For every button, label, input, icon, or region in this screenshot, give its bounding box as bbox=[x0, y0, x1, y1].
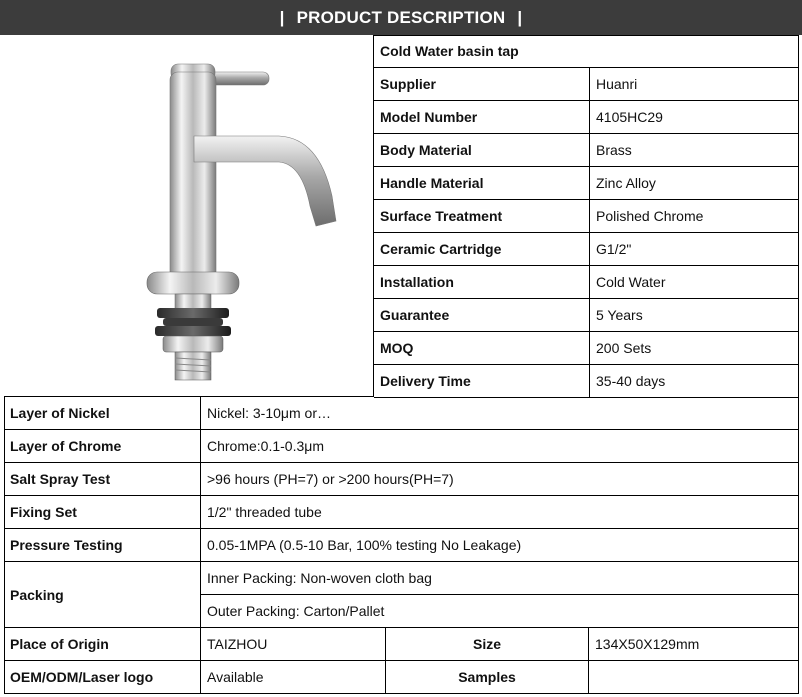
detail-value: >96 hours (PH=7) or >200 hours(PH=7) bbox=[201, 463, 798, 496]
spec-value: Brass bbox=[590, 134, 798, 167]
spec-label: Installation bbox=[374, 266, 590, 299]
spec-value: 5 Years bbox=[590, 299, 798, 332]
header-bar-left: | bbox=[279, 7, 285, 27]
packing-label: Packing bbox=[4, 562, 201, 628]
spec-label: Surface Treatment bbox=[374, 200, 590, 233]
product-image bbox=[4, 35, 374, 397]
origin-value: TAIZHOU bbox=[201, 628, 386, 661]
detail-label: Salt Spray Test bbox=[4, 463, 201, 496]
spec-label: Delivery Time bbox=[374, 365, 590, 398]
spec-value: 35-40 days bbox=[590, 365, 798, 398]
detail-value: 0.05-1MPA (0.5-10 Bar, 100% testing No Leakage) bbox=[201, 529, 798, 562]
faucet-illustration bbox=[39, 46, 339, 386]
spec-label: Handle Material bbox=[374, 167, 590, 200]
spec-label: MOQ bbox=[374, 332, 590, 365]
spec-value: Polished Chrome bbox=[590, 200, 798, 233]
detail-label: Layer of Nickel bbox=[4, 397, 201, 430]
packing-inner: Inner Packing: Non-woven cloth bag bbox=[201, 562, 798, 595]
spec-value: Cold Water bbox=[590, 266, 798, 299]
oem-label: OEM/ODM/Laser logo bbox=[4, 661, 201, 693]
origin-label: Place of Origin bbox=[4, 628, 201, 661]
spec-label: Guarantee bbox=[374, 299, 590, 332]
spec-value: 200 Sets bbox=[590, 332, 798, 365]
spec-label: Model Number bbox=[374, 101, 590, 134]
detail-value: Chrome:0.1-0.3μm bbox=[201, 430, 798, 463]
section-header bbox=[0, 0, 802, 35]
samples-value bbox=[589, 661, 798, 693]
spec-value: G1/2" bbox=[590, 233, 798, 266]
size-value: 134X50X129mm bbox=[589, 628, 798, 661]
spec-label: Supplier bbox=[374, 68, 590, 101]
header-bar-right: | bbox=[517, 7, 523, 27]
samples-label: Samples bbox=[386, 661, 589, 693]
spec-label: Body Material bbox=[374, 134, 590, 167]
detail-value: Nickel: 3-10μm or… bbox=[201, 397, 798, 430]
size-label: Size bbox=[386, 628, 589, 661]
packing-outer: Outer Packing: Carton/Pallet bbox=[201, 595, 798, 628]
spec-label: Ceramic Cartridge bbox=[374, 233, 590, 266]
product-name: Cold Water basin tap bbox=[374, 35, 798, 68]
spec-value: Huanri bbox=[590, 68, 798, 101]
detail-value: 1/2" threaded tube bbox=[201, 496, 798, 529]
detail-label: Pressure Testing bbox=[4, 529, 201, 562]
oem-value: Available bbox=[201, 661, 386, 693]
detail-label: Fixing Set bbox=[4, 496, 201, 529]
spec-value: Zinc Alloy bbox=[590, 167, 798, 200]
section-title: PRODUCT DESCRIPTION bbox=[296, 7, 506, 27]
spec-value: 4105HC29 bbox=[590, 101, 798, 134]
detail-label: Layer of Chrome bbox=[4, 430, 201, 463]
